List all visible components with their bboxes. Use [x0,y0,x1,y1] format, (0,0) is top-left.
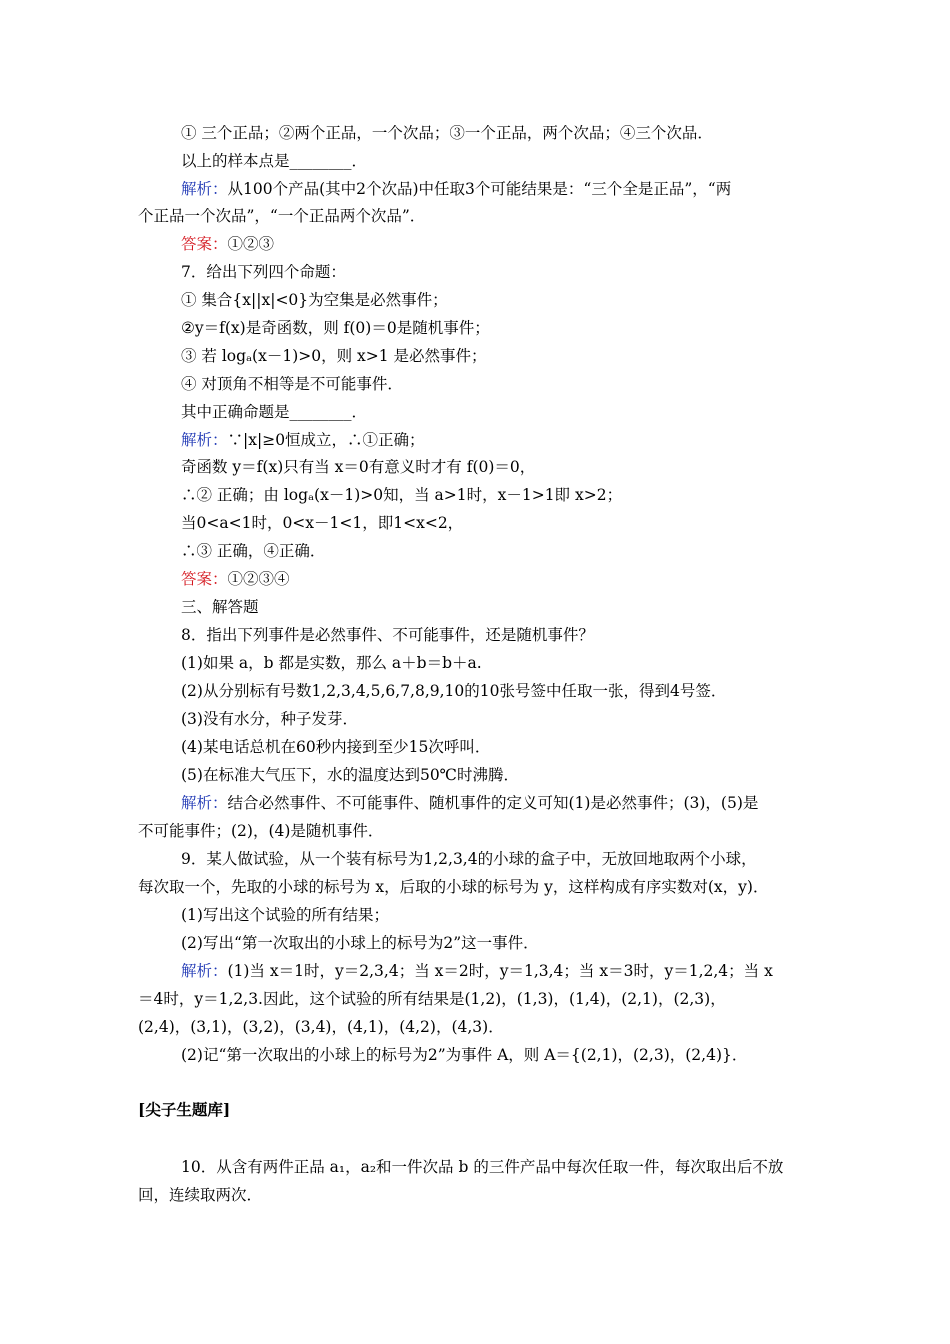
blank-prompt-line: 其中正确命题是________． [181,403,368,421]
item-line: (2)从分别标有号数1,2,3,4,5,6,7,8,9,10的10张号签中任取一张，得到4号签． [181,682,727,700]
question-9: 9．某人做试验，从一个装有标号为1,2,3,4的小球的盒子中，无放回地取两个小球， [181,850,757,868]
analysis-line: 当0<a<1时，0<x－1<1，即1<x<2， [181,514,464,532]
analysis-line: (2)记“第一次取出的小球上的标号为2”为事件 A，则 A＝{(2,1)，(2,3)，(2,4)}． [181,1046,748,1064]
question-8: 8．指出下列事件是必然事件、不可能事件，还是随机事件？ [181,626,594,644]
analysis-line: 解析：(1)当 x＝1时，y＝2,3,4；当 x＝2时，y＝1,3,4；当 x＝3时，y＝1,2,4；当 x [181,962,773,980]
section-heading: 三、解答题 [181,598,259,616]
analysis-label: 解析： [181,794,228,812]
item-line: (1)写出这个试验的所有结果； [181,906,389,924]
item-line: (3)没有水分，种子发芽． [181,710,358,728]
analysis-label: 解析： [181,962,228,980]
analysis-label: 解析： [181,180,228,198]
analysis-label: 解析： [181,431,228,449]
blank-prompt-line: 以上的样本点是________． [181,152,368,170]
analysis-line: ∴② 正确；由 logₐ(x－1)>0知，当 a>1时，x－1>1即 x>2； [181,486,623,504]
answer-line: 答案：①②③④ [181,570,290,588]
choice-options-line: ① 三个正品；②两个正品，一个次品；③一个正品，两个次品；④三个次品． [181,124,713,142]
item-line: (5)在标准大气压下，水的温度达到50℃时沸腾． [181,766,520,784]
item-line: (1)如果 a，b 都是实数，那么 a＋b＝b＋a. [181,654,482,672]
answer-label: 答案： [181,570,228,588]
item-line: (2)写出“第一次取出的小球上的标号为2”这一事件． [181,934,539,952]
proposition-3: ③ 若 logₐ(x－1)>0，则 x>1 是必然事件； [181,347,487,365]
proposition-4: ④ 对顶角不相等是不可能事件． [181,375,403,393]
item-line: (4)某电话总机在60秒内接到至少15次呼叫． [181,738,491,756]
proposition-2: ②y＝f(x)是奇函数，则 f(0)＝0是随机事件； [181,319,490,337]
question-continuation: 每次取一个，先取的小球的标号为 x，后取的小球的标号为 y，这样构成有序实数对(x，y)． [138,878,769,896]
analysis-continuation: ＝4时，y＝1,2,3.因此，这个试验的所有结果是(1,2)，(1,3)，(1,4)，(2,1)，(2,3)， [138,990,726,1008]
analysis-continuation: (2,4)，(3,1)，(3,2)，(3,4)，(4,1)，(4,2)，(4,3)． [138,1018,504,1036]
analysis-line: 解析：∵|x|≥0恒成立，∴①正确； [181,431,425,449]
question-10: 10．从含有两件正品 a₁，a₂和一件次品 b 的三件产品中每次任取一件，每次取出后不放 [181,1158,784,1176]
answer-line: 答案：①②③ [181,235,275,253]
analysis-line: 解析：结合必然事件、不可能事件、随机事件的定义可知(1)是必然事件；(3)，(5)是 [181,794,759,812]
analysis-continuation: 个正品一个次品”，“一个正品两个次品”． [138,207,426,225]
answer-label: 答案： [181,235,228,253]
question-7: 7．给出下列四个命题： [181,263,346,281]
proposition-1: ① 集合{x||x|<0}为空集是必然事件； [181,291,448,309]
analysis-line: ∴③ 正确，④正确． [181,542,326,560]
analysis-continuation: 不可能事件；(2)，(4)是随机事件． [138,822,384,840]
analysis-line: 奇函数 y＝f(x)只有当 x＝0有意义时才有 f(0)＝0， [181,458,536,476]
analysis-line: 解析：从100个产品(其中2个次品)中任取3个可能结果是：“三个全是正品”，“两 [181,180,732,198]
question-bank-heading: [尖子生题库] [138,1100,231,1119]
question-continuation: 回，连续取两次． [138,1186,263,1204]
